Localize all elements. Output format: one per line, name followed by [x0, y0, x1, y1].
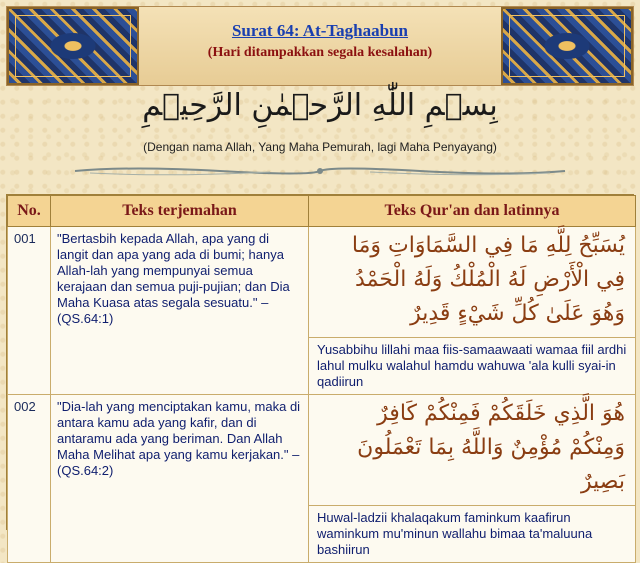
ayat-table [6, 194, 634, 557]
ayat-arabic: هُوَ الَّذِي خَلَقَكُمْ فَمِنْكُمْ كَافِرٌ وَمِنْكُمْ مُؤْمِنٌ وَاللَّهُ بِمَا تَعْمَلُونَ بَصِيرٌ [357, 401, 625, 494]
ayat-number: 002 [8, 395, 51, 563]
bismillah-arabic: بِسۡمِ اللّٰهِ الرَّحۡمٰنِ الرَّحِيۡمِ [142, 88, 498, 123]
surah-title-link[interactable]: Surat 64: At-Taghaabun [231, 21, 409, 40]
ayat-translation: "Bertasbih kepada Allah, apa yang di langit dan apa yang ada di bumi; hanya Allah-lah yang mempunyai semua kerajaan dan semua puji-pujian; dan Dia Maha Kuasa atas segala sesuatu." – (QS.64:1) [51, 227, 309, 395]
surah-subtitle: (Hari ditampakkan segala kesalahan) [207, 45, 433, 60]
ayat-number: 001 [8, 227, 51, 395]
banner-title-area [139, 7, 501, 85]
ayat-translation: "Dia-lah yang menciptakan kamu, maka di antara kamu ada yang kafir, dan di antaramu ada yang beriman. Dan Allah Maha Melihat apa yang kamu kerjakan." – (QS.64:2) [51, 395, 309, 563]
ayat-latin: Huwal-ladzii khalaqakum faminkum kaafirun waminkum mu'minun wallahu bimaa ta'maluuna bashiirun [317, 510, 593, 557]
ornament-right-icon [501, 7, 633, 85]
ornamental-divider-icon [70, 164, 570, 178]
ayat-arabic: يُسَبِّحُ لِلَّهِ مَا فِي السَّمَاوَاتِ وَمَا فِي الْأَرْضِ لَهُ الْمُلْكُ وَلَهُ الْحَمْدُ وَهُوَ عَلَىٰ كُلِّ شَيْءٍ قَدِيرٌ [351, 233, 625, 326]
table-row [8, 227, 636, 338]
header-banner [6, 6, 634, 86]
ornament-left-icon [7, 7, 139, 85]
bismillah-translation: (Dengan nama Allah, Yang Maha Pemurah, lagi Maha Penyayang) [143, 140, 497, 154]
ayat-latin: Yusabbihu lillahi maa fiis-samaawaati wamaa fiil ardhi lahul mulku walahul hamdu wahuwa 'ala kulli syai-in qadiirun [317, 342, 627, 389]
table-row [8, 395, 636, 506]
column-header-quran: Teks Qur'an dan latinnya [309, 196, 636, 227]
column-header-translation: Teks terjemahan [51, 196, 309, 227]
column-header-no: No. [8, 196, 51, 227]
